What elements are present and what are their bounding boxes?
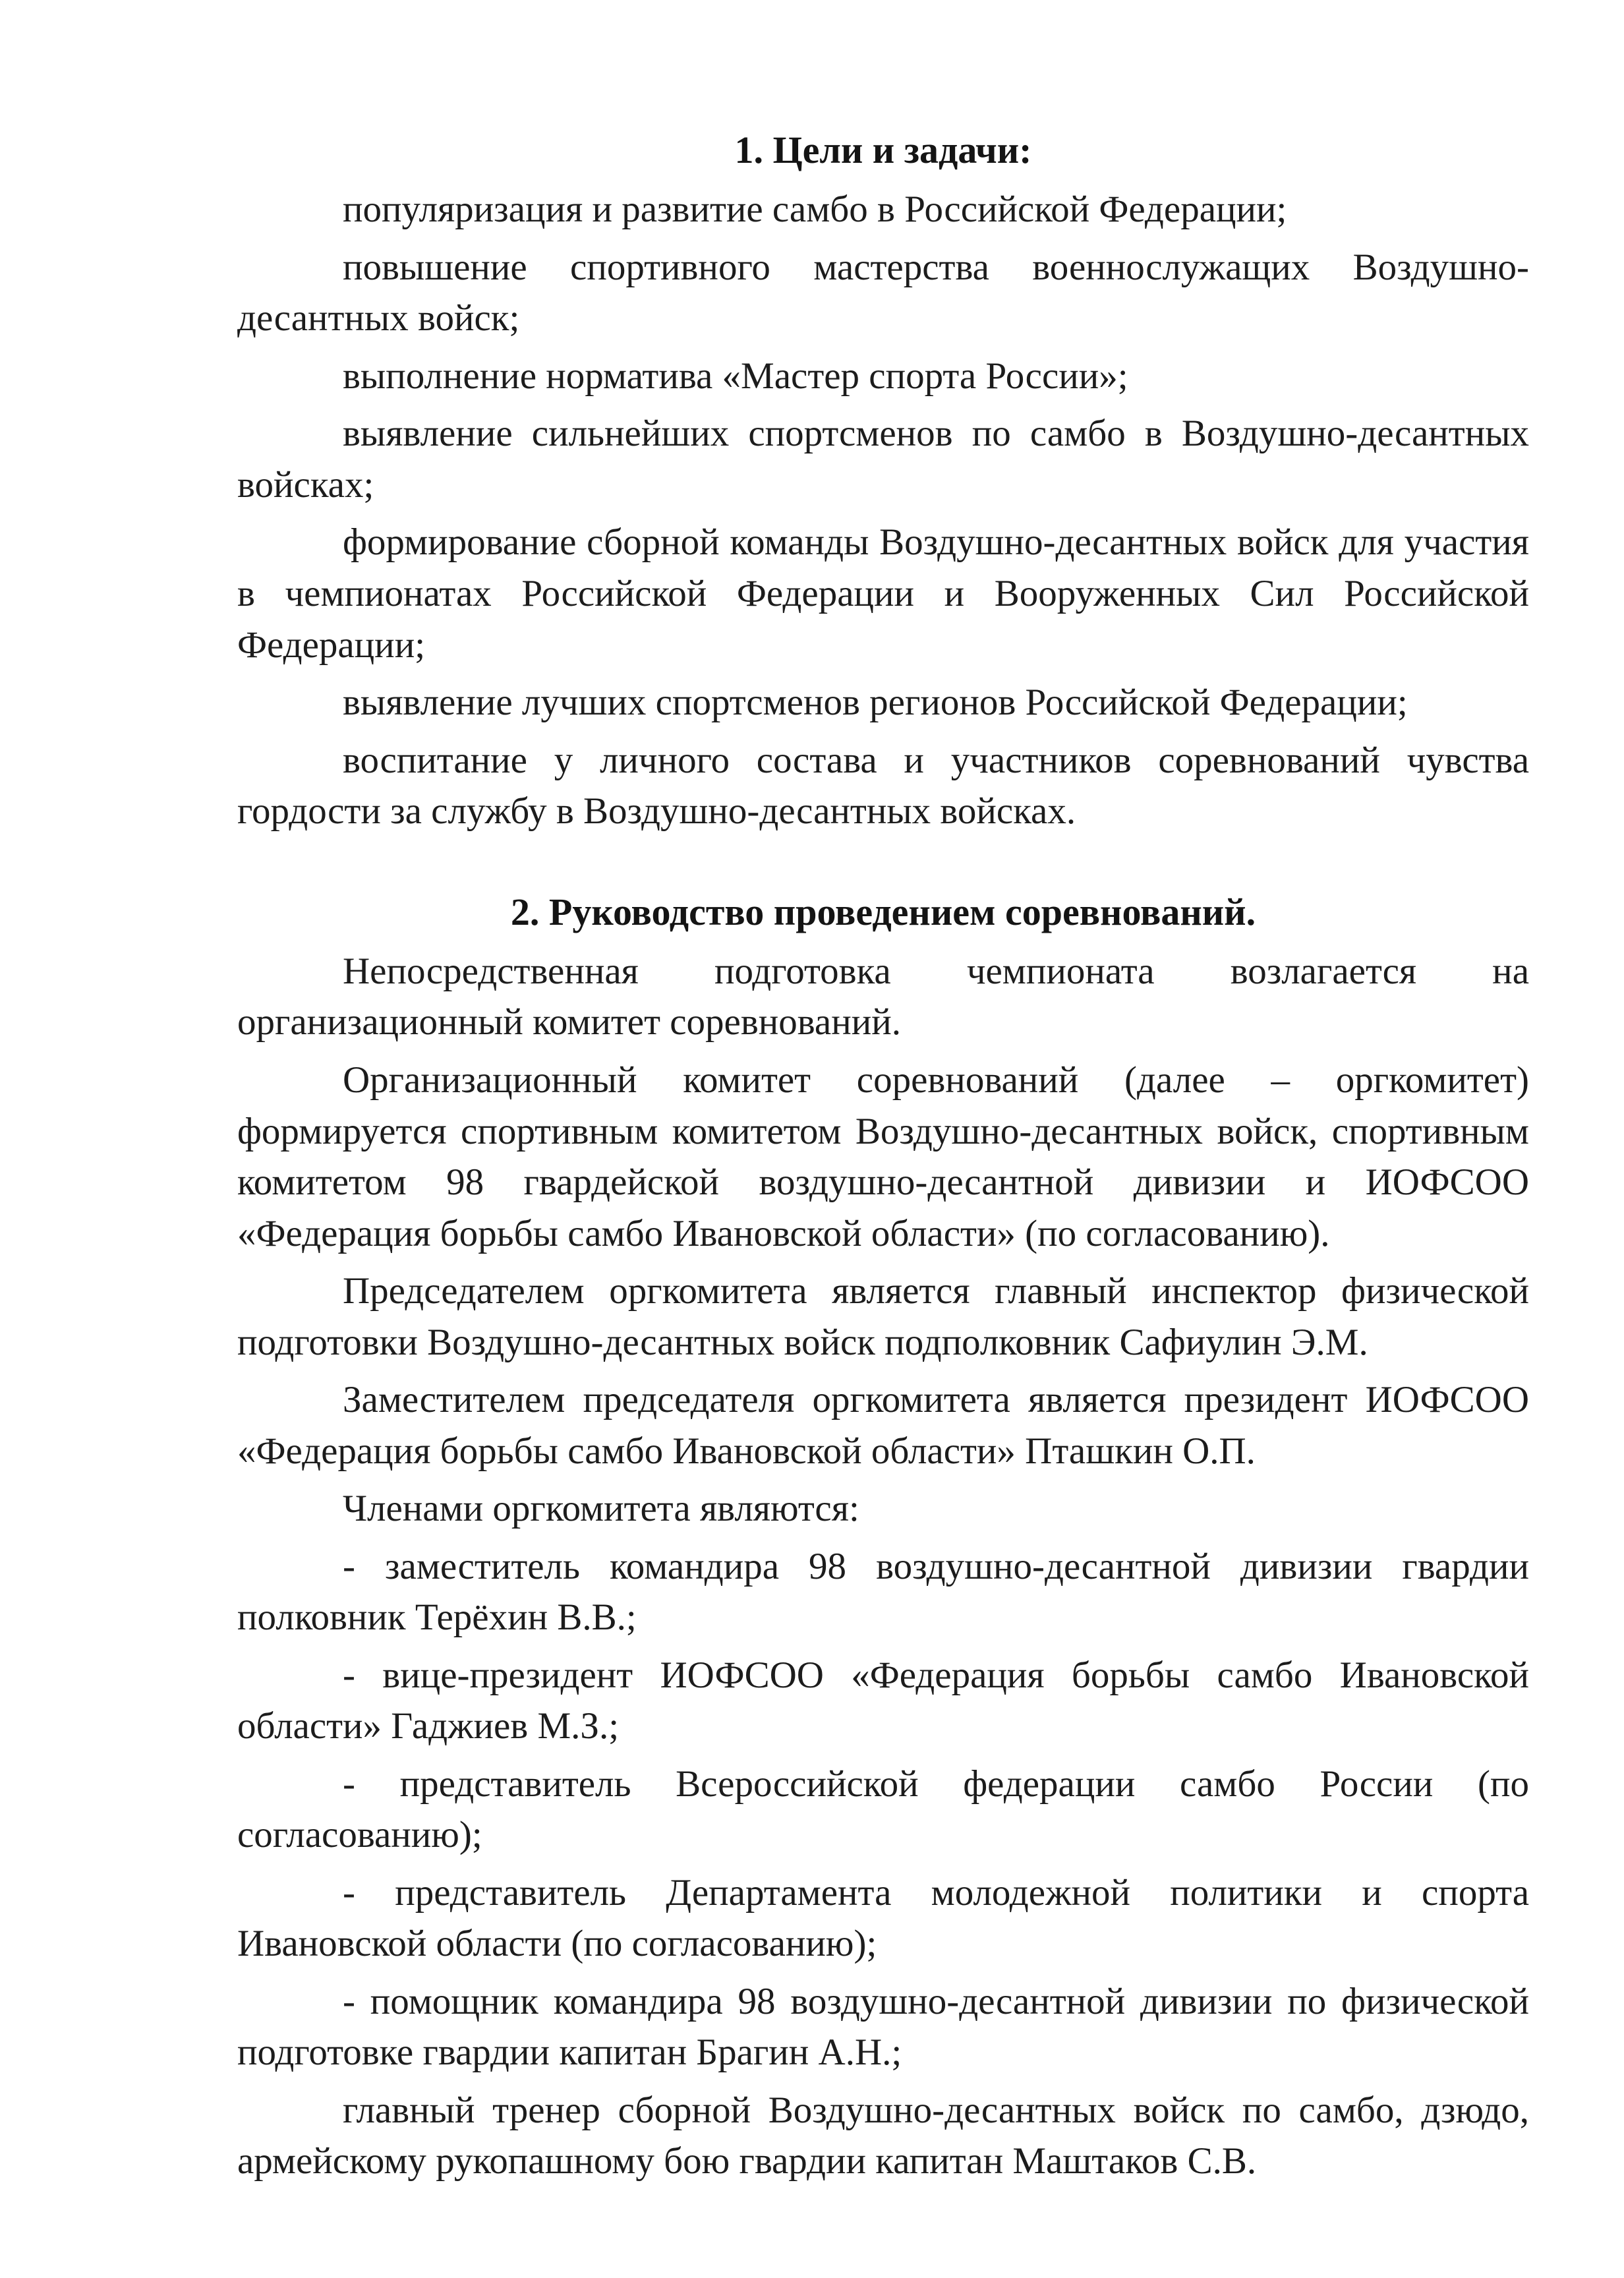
section-2-heading: 2. Руководство проведением соревнований. [510, 890, 1256, 933]
member-deputy-commander: - заместитель командира 98 воздушно-десантной дивизии гвардии полковник Терёхин В.В.; [237, 1545, 1529, 1639]
member-head-coach: главный тренер сборной Воздушно-десантных войск по самбо, дзюдо, армейскому рукопашному бою гвардии капитан Маштаков С.В. [237, 2089, 1529, 2182]
member-youth-policy-rep: - представитель Департамента молодежной политики и спорта Ивановской области (по согласованию); [237, 1871, 1529, 1965]
paragraph-members-intro: Членами оргкомитета являются: [343, 1488, 859, 1530]
paragraph-chairman: Председателем оргкомитета является главный инспектор физической подготовки Воздушно-десантных войск подполковник Сафиулин Э.М. [237, 1270, 1529, 1363]
goal-popularization: популяризация и развитие самбо в Российской Федерации; [343, 189, 1287, 231]
paragraph-committee-formation: Организационный комитет соревнований (далее – оргкомитет) формируется спортивным комитетом Воздушно-десантных войск, спортивным комитетом 98 гвардейской воздушно-десантной дивизии и ИОФСОО «Федерация борьбы самбо Ивановской области» (по согласованию). [237, 1059, 1529, 1254]
goal-regional-athletes: выявление лучших спортсменов регионов Российской Федерации; [343, 682, 1408, 724]
goal-master-standard: выполнение норматива «Мастер спорта России»; [343, 355, 1128, 397]
document-page [237, 125, 1529, 2194]
goal-national-team: формирование сборной команды Воздушно-десантных войск для участия в чемпионатах Российской Федерации и Вооруженных Сил Российской Федерации; [237, 521, 1529, 666]
member-vice-president: - вице-президент ИОФСОО «Федерация борьбы самбо Ивановской области» Гаджиев М.З.; [237, 1654, 1529, 1747]
paragraph-preparation: Непосредственная подготовка чемпионата возлагается на организационный комитет соревнований. [237, 950, 1529, 1043]
member-assistant-commander: - помощник командира 98 воздушно-десантной дивизии по физической подготовке гвардии капитан Брагин А.Н.; [237, 1980, 1529, 2074]
section-1-body [237, 184, 1529, 836]
paragraph-deputy-chairman: Заместителем председателя оргкомитета является президент ИОФСОО «Федерация борьбы самбо Ивановской области» Пташкин О.П. [237, 1379, 1529, 1472]
member-sambo-federation-rep: - представитель Всероссийской федерации самбо России (по согласованию); [237, 1763, 1529, 1856]
goal-strongest-athletes: выявление сильнейших спортсменов по самбо в Воздушно-десантных войсках; [237, 413, 1529, 506]
goal-pride: воспитание у личного состава и участников соревнований чувства гордости за службу в Воздушно-десантных войсках. [237, 739, 1529, 832]
section-2-body [237, 946, 1529, 2187]
goal-skill-improvement: повышение спортивного мастерства военнослужащих Воздушно-десантных войск; [237, 246, 1529, 339]
section-1-heading: 1. Цели и задачи: [734, 129, 1032, 171]
